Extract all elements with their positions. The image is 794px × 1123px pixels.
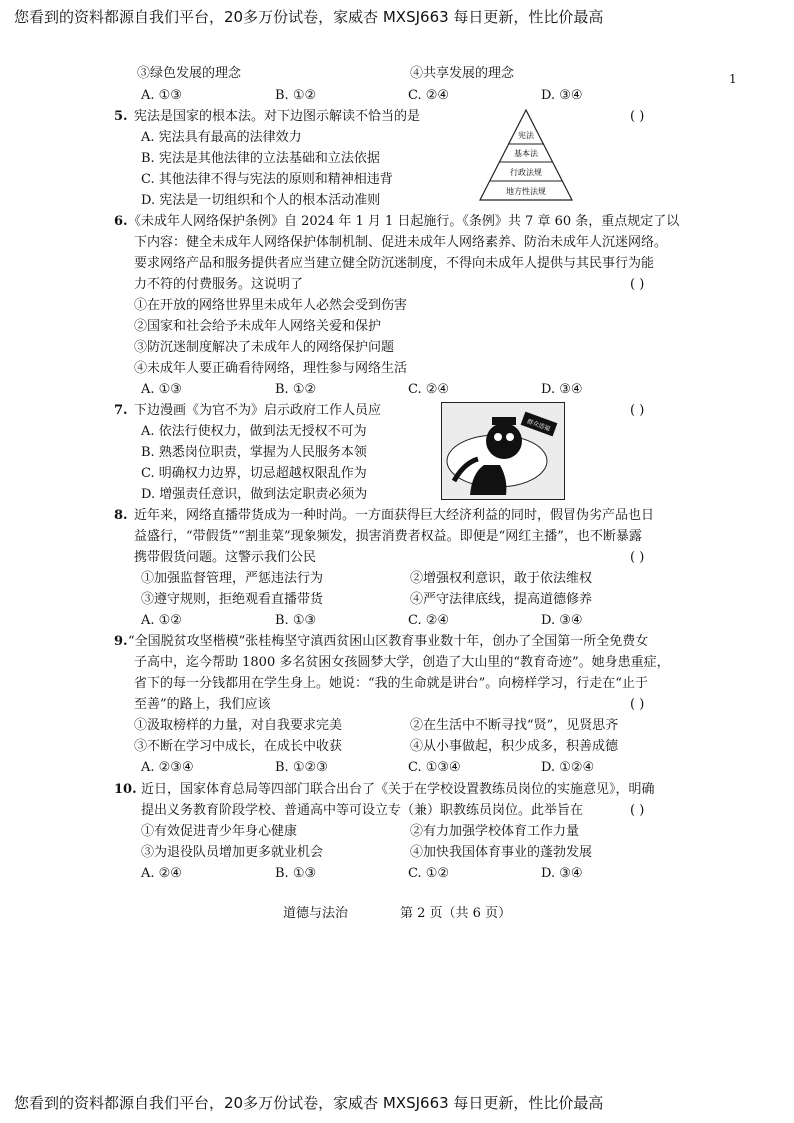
q7-number: 7. xyxy=(114,403,128,418)
q7-answer-paren: ( ) xyxy=(630,403,645,418)
page-corner-number: 1 xyxy=(729,72,737,86)
cartoon-sign-text: 群众造福 xyxy=(526,418,551,433)
q6-item-4: ④未成年人要正确看待网络，理性参与网络生活 xyxy=(134,361,408,376)
q6-item-2: ②国家和社会给予未成年人网络关爱和保护 xyxy=(134,319,382,334)
q6-option-b: B. ①② xyxy=(275,382,317,397)
q10-line-2: 提出义务教育阶段学校、普通高中等可设立专（兼）职教练员岗位。此举旨在 xyxy=(141,803,584,818)
q8-line-3: 携带假货问题。这警示我们公民 xyxy=(134,550,317,565)
q7-choice-c: C. 明确权力边界，切忌超越权限乱作为 xyxy=(141,466,367,481)
q9-option-d: D. ①②④ xyxy=(541,760,595,775)
q5-choice-a: A. 宪法具有最高的法律效力 xyxy=(141,130,302,145)
law-hierarchy-pyramid xyxy=(478,108,574,202)
q10-option-b: B. ①③ xyxy=(275,866,317,881)
q6-option-c: C. ②④ xyxy=(408,382,450,397)
pyramid-level-1: 宪法 xyxy=(518,131,534,140)
q6-answer-paren: ( ) xyxy=(630,277,645,292)
pyramid-level-4: 地方性法规 xyxy=(506,187,546,196)
q8-answer-paren: ( ) xyxy=(630,550,645,565)
q7-choice-b: B. 熟悉岗位职责，掌握为人民服务本领 xyxy=(141,445,367,460)
q4-option-a: A. ①③ xyxy=(141,88,182,103)
q6-line-3: 要求网络产品和服务提供者应当建立健全防沉迷制度，不得向未成年人提供与其民事行为能 xyxy=(134,256,655,271)
q7-stem: 下边漫画《为官不为》启示政府工作人员应 xyxy=(134,403,382,418)
q10-number: 10. xyxy=(114,782,137,797)
q9-line-3: 省下的每一分钱都用在学生身上。她说：“我的生命就是讲台”。向榜样学习，行走在“止于 xyxy=(134,676,648,691)
q9-item-1: ①汲取榜样的力量，对自我要求完美 xyxy=(134,718,343,733)
q10-item-3: ③为退役队员增加更多就业机会 xyxy=(141,845,324,860)
q7-choice-d: D. 增强责任意识，做到法定职责必须为 xyxy=(141,487,368,502)
q6-option-a: A. ①③ xyxy=(141,382,182,397)
q10-option-d: D. ③④ xyxy=(541,866,583,881)
q9-option-b: B. ①②③ xyxy=(275,760,328,775)
q8-item-1: ①加强监督管理，严惩违法行为 xyxy=(141,571,324,586)
q9-option-a: A. ②③④ xyxy=(141,760,194,775)
q9-number: 9. xyxy=(114,634,128,649)
q6-option-d: D. ③④ xyxy=(541,382,583,397)
q5-choice-d: D. 宪法是一切组织和个人的根本活动准则 xyxy=(141,193,381,208)
q4-option-d: D. ③④ xyxy=(541,88,583,103)
q8-item-2: ②增强权利意识，敢于依法维权 xyxy=(410,571,593,586)
q9-item-4: ④从小事做起，积少成多，积善成德 xyxy=(410,739,619,754)
q4-option-c: C. ②④ xyxy=(408,88,450,103)
q8-option-c: C. ②④ xyxy=(408,613,450,628)
q8-line-2: 益盛行，“带假货”“割韭菜”现象频发，损害消费者权益。即便是“网红主播”，也不断暴露 xyxy=(134,529,642,544)
q5-choice-b: B. 宪法是其他法律的立法基础和立法依据 xyxy=(141,151,380,166)
q5-answer-paren: ( ) xyxy=(630,109,645,124)
q10-option-a: A. ②④ xyxy=(141,866,182,881)
q10-line-1: 近日，国家体育总局等四部门联合出台了《关于在学校设置教练员岗位的实施意见》，明确 xyxy=(141,782,655,797)
q8-line-1: 近年来，网络直播带货成为一种时尚。一方面获得巨大经济利益的同时，假冒伪劣产品也日 xyxy=(134,508,655,523)
q4-item-4: ④共享发展的理念 xyxy=(410,66,515,81)
q8-number: 8. xyxy=(114,508,128,523)
q5-number: 5. xyxy=(114,109,128,124)
q6-line-4: 力不符的付费服务。这说明了 xyxy=(134,277,304,292)
q6-item-3: ③防沉迷制度解决了未成年人的网络保护问题 xyxy=(134,340,395,355)
footer-page-indicator: 第 2 页（共 6 页） xyxy=(400,906,512,921)
q9-line-2: 子高中，迄今帮助 1800 多名贫困女孩圆梦大学，创造了大山里的“教育奇迹”。她身患重症， xyxy=(134,655,670,670)
q10-item-1: ①有效促进青少年身心健康 xyxy=(141,824,298,839)
q9-line-4: 至善”的路上，我们应该 xyxy=(134,697,271,712)
q10-answer-paren: ( ) xyxy=(630,803,645,818)
q8-item-4: ④严守法律底线，提高道德修养 xyxy=(410,592,593,607)
q5-choice-c: C. 其他法律不得与宪法的原则和精神相违背 xyxy=(141,172,393,187)
q4-option-b: B. ①② xyxy=(275,88,317,103)
q4-item-3: ③绿色发展的理念 xyxy=(137,66,242,81)
q6-line-2: 下内容：健全未成年人网络保护体制机制、促进未成年人网络素养、防治未成年人沉迷网络。 xyxy=(134,235,668,250)
pyramid-level-2: 基本法 xyxy=(514,149,538,158)
q6-item-1: ①在开放的网络世界里未成年人必然会受到伤害 xyxy=(134,298,408,313)
bottom-banner: 您看到的资料都源自我们平台，20多万份试卷，家威杏 MXSJ663 每日更新，性比价最高 xyxy=(14,1094,604,1112)
q9-option-c: C. ①③④ xyxy=(408,760,461,775)
q6-line-1: 《未成年人网络保护条例》自 2024 年 1 月 1 日起施行。《条例》共 7 章 60 条，重点规定了以 xyxy=(128,214,680,229)
q10-option-c: C. ①② xyxy=(408,866,450,881)
cartoon-illustration xyxy=(441,402,565,500)
top-banner: 您看到的资料都源自我们平台，20多万份试卷，家威杏 MXSJ663 每日更新，性比价最高 xyxy=(14,8,604,26)
q8-option-d: D. ③④ xyxy=(541,613,583,628)
q9-line-1: “全国脱贫攻坚楷模”张桂梅坚守滇西贫困山区教育事业数十年，创办了全国第一所全免费女 xyxy=(128,634,649,649)
q9-item-3: ③不断在学习中成长，在成长中收获 xyxy=(134,739,343,754)
q7-choice-a: A. 依法行使权力，做到法无授权不可为 xyxy=(141,424,367,439)
q9-answer-paren: ( ) xyxy=(630,697,645,712)
q8-option-b: B. ①③ xyxy=(275,613,317,628)
q9-item-2: ②在生活中不断寻找“贤”，见贤思齐 xyxy=(410,718,619,733)
q6-number: 6. xyxy=(114,214,128,229)
q10-item-2: ②有力加强学校体育工作力量 xyxy=(410,824,580,839)
pyramid-level-3: 行政法规 xyxy=(510,168,542,177)
q5-stem: 宪法是国家的根本法。对下边图示解读不恰当的是 xyxy=(134,109,421,124)
q8-option-a: A. ①② xyxy=(141,613,182,628)
q8-item-3: ③遵守规则，拒绝观看直播带货 xyxy=(141,592,324,607)
q10-item-4: ④加快我国体育事业的蓬勃发展 xyxy=(410,845,593,860)
footer-subject: 道德与法治 xyxy=(283,906,349,921)
